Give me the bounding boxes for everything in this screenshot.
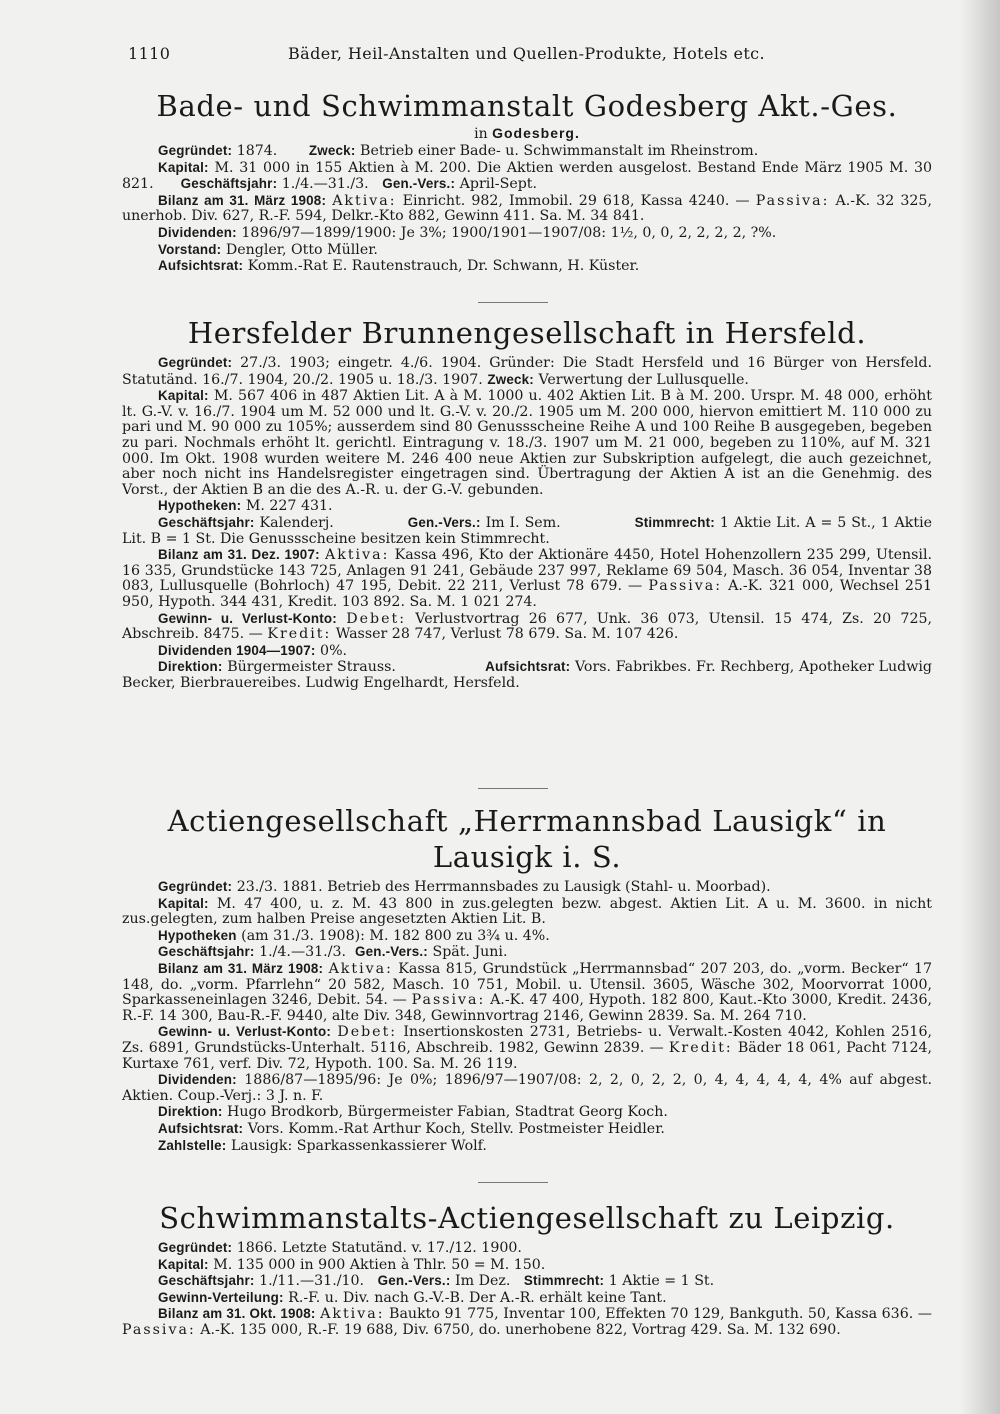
entry-title: Hersfelder Brunnengesellschaft in Hersfeld. <box>187 316 867 350</box>
field-vorstand: Vorstand: Dengler, Otto Müller. <box>158 241 378 258</box>
field-geschaeftsjahr: Geschäftsjahr: 1./4.—31./3. Gen.-Vers.: Spät. Juni. <box>158 944 508 961</box>
entry-title: Schwimmanstalts-Actiengesellschaft zu Leipzig. <box>159 1201 895 1235</box>
field-aufsichtsrat: Aufsichtsrat: Vors. Komm.-Rat Arthur Koch, Stellv. Postmeister Heidler. <box>158 1120 665 1137</box>
field-geschaeftsjahr: Geschäftsjahr: 1./11.—31./10. Gen.-Vers.: Im Dez. Stimmrecht: 1 Aktie = 1 St. <box>158 1273 715 1290</box>
field-zahlstelle: Zahlstelle: Lausigk: Sparkassenkassierer Wolf. <box>158 1137 487 1154</box>
field-geschaeftsjahr: Geschäftsjahr: Kalenderj. Gen.-Vers.: Im I. Sem. Stimmrecht: 1 Aktie Lit. A = 5 St., 1 Aktie Lit. B = 1 St. Die Genussscheine besitzen kein Stimmrecht. <box>122 514 933 547</box>
entry-godesberg <box>122 88 932 275</box>
divider <box>478 302 548 303</box>
field-gegruendet: Gegründet: 1866. Letzte Statutänd. v. 17./12. 1900. <box>158 1240 522 1256</box>
divider <box>478 788 548 789</box>
field-dividenden: Dividenden: 1896/97—1899/1900: Je 3%; 1900/1901—1907/08: 1½, 0, 0, 2, 2, 2, 2, ?%. <box>158 224 777 241</box>
field-bilanz: Bilanz am 31. Dez. 1907: Aktiva: Kassa 496, Kto der Aktionäre 4450, Hotel Hohenzollern 235 299, Utensil. 16 335, Grundstücke 143 725, Anlagen 91 241, Gebäude 237 997, Reklame 69 504, Masch. 36 054, Inventar 38 083, Lullusquelle (Bohrloch) 47 195, Debit. 22 211, Verlust 78 679. — Passiva: A.-K. 321 000, Wechsel 251 950, Hypoth. 344 431, Kredit. 103 892. Sa. M. 1 021 274. <box>122 547 933 610</box>
entry-leipzig <box>122 1200 932 1339</box>
entry-title: Bade- und Schwimmanstalt Godesberg Akt.-Ges. <box>156 89 898 123</box>
entry-title: Actiengesellschaft „Herrmannsbad Lausigk“ in Lausigk i. S. <box>167 804 887 874</box>
field-dividenden: Dividenden: 1886/87—1895/96: Je 0%; 1896/97—1907/08: 2, 2, 0, 2, 2, 0, 4, 4, 4, 4, 4, 4% auf abgest. Aktien. Coup.-Verj.: 3 J. n. F. <box>122 1072 933 1104</box>
divider <box>478 1182 548 1183</box>
field-hypotheken: Hypotheken (am 31./3. 1908): M. 182 800 zu 3¾ u. 4%. <box>158 927 550 944</box>
field-bilanz: Bilanz am 31. März 1908: Aktiva: Kassa 815, Grundstück „Herrmannsbad“ 207 203, do. „vorm. Becker“ 17 148, do. „vorm. Pfarrlehn“ 20 582, Masch. 10 751, Mobil. u. Utensil. 3605, Wäsche 302, Moorvorrat 1000, Sparkasseneinlagen 3246, Debit. 54. — Passiva: A.-K. 47 400, Hypoth. 182 800, Kaut.-Kto 3000, Kredit. 2436, R.-F. 14 300, Bau-R.-F. 9440, alte Div. 348, Gewinnvortrag 2146, Gewinn 2839. Sa. M. 264 710. <box>122 960 933 1024</box>
field-aufsichtsrat: Aufsichtsrat: Komm.-Rat E. Rautenstrauch, Dr. Schwann, H. Küster. <box>158 258 640 275</box>
field-hypotheken: Hypotheken: M. 227 431. <box>158 498 333 515</box>
entry-lausigk <box>122 803 932 1154</box>
page-header <box>128 44 948 70</box>
field-dividenden: Dividenden 1904—1907: 0%. <box>158 642 348 659</box>
field-kapital: Kapital: M. 47 400, u. z. M. 43 800 in zus.gelegten bezw. abgest. Aktien Lit. A u. M. 3600. in nicht zus.gelegten, zum halben Preise angesetzten Aktien Lit. B. <box>122 895 932 928</box>
field-bilanz: Bilanz am 31. März 1908: Aktiva: Einricht. 982, Immobil. 29 618, Kassa 4240. — Passiva: A.-K. 32 325, unerhob. Div. 627, R.-F. 594, Delkr.-Kto 882, Gewinn 411. Sa. M. 34 841. <box>122 192 932 225</box>
page-edge-shadow <box>960 0 1000 1414</box>
field-direktion: Direktion: Bürgermeister Strauss. Aufsichtsrat: Vors. Fabrikbes. Fr. Rechberg, Apotheker Ludwig Becker, Bierbrauereibes. Ludwig Engelhardt, Hersfeld. <box>122 659 932 691</box>
field-gegruendet: Gegründet: 27./3. 1903; eingetr. 4./6. 1904. Gründer: Die Stadt Hersfeld und 16 Bürger von Hersfeld. Statutänd. 16./7. 1904, 20./2. 1905 u. 18./3. 1907. Zweck: Verwertung der Lullusquelle. <box>122 355 932 388</box>
field-kapital: Kapital: M. 135 000 in 900 Aktien à Thlr. 50 = M. 150. <box>158 1256 546 1273</box>
entry-location: in Godesberg. <box>474 125 580 142</box>
field-direktion: Direktion: Hugo Brodkorb, Bürgermeister Fabian, Stadtrat Georg Koch. <box>158 1104 668 1121</box>
entry-hersfeld <box>122 315 932 691</box>
field-kapital: Kapital: M. 567 406 in 487 Aktien Lit. A à M. 1000 u. 402 Aktien Lit. B à M. 200. Urspr. M. 48 000, erhöht lt. G.-V. v. 16./7. 1904 um M. 52 000 und lt. G.-V. v. 20./2. 1905 um M. 200 000, hiervon emittiert M. 110 000 zu pari und M. 90 000 zu 105%; ausserdem sind 80 Genussscheine Reihe A und 100 Reihe B ausgegeben, begeben zu pari. Nochmals erhöht lt. gerichtl. Eintragung v. 18./3. 1907 um M. 21 000, begeben zu 110%, auf M. 321 000. Im Okt. 1908 wurden weitere M. 246 400 neue Aktien zur Subskription aufgelegt, die auch gezeichnet, aber noch nicht ins Handelsregister eingetragen sind. Übertragung der Aktien A ist an die Genehmig. des Vorst., der Aktien B an die des A.-R. u. der G.-V. gebunden. <box>122 388 932 498</box>
field-gewinn-verteilung: Gewinn-Verteilung: R.-F. u. Div. nach G.-V.-B. Der A.-R. erhält keine Tant. <box>158 1289 667 1306</box>
page-number: 1110 <box>128 44 171 63</box>
field-gegruendet: Gegründet: 1874. Zweck: Betrieb einer Bade- u. Schwimmanstalt im Rheinstrom. <box>158 143 759 159</box>
field-gewinn-verlust: Gewinn- u. Verlust-Konto: Debet: Insertionskosten 2731, Betriebs- u. Verwalt.-Kosten 4042, Kohlen 2516, Zs. 6891, Grundstücks-Unterhalt. 5116, Abschreib. 1982, Gewinn 2839. — Kredit: Bäder 18 061, Pacht 7124, Kurtaxe 761, verf. Div. 72, Hypoth. 100. Sa. M. 26 119. <box>122 1024 933 1072</box>
field-kapital: Kapital: M. 31 000 in 155 Aktien à M. 200. Die Aktien werden ausgelost. Bestand Ende März 1905 M. 30 821. Geschäftsjahr: 1./4.—31./3. Gen.-Vers.: April-Sept. <box>122 159 933 193</box>
field-gewinn-verlust: Gewinn- u. Verlust-Konto: Debet: Verlustvortrag 26 677, Unk. 36 073, Utensil. 15 474, Zs. 20 725, Abschreib. 8475. — Kredit: Wasser 28 747, Verlust 78 679. Sa. M. 107 426. <box>122 610 933 643</box>
running-title: Bäder, Heil-Anstalten und Quellen-Produkte, Hotels etc. <box>288 44 766 63</box>
field-bilanz: Bilanz am 31. Okt. 1908: Aktiva: Baukto 91 775, Inventar 100, Effekten 70 129, Bankguth. 50, Kassa 636. — Passiva: A.-K. 135 000, R.-F. 19 688, Div. 6750, do. unerhobene 822, Vortrag 429. Sa. M. 132 690. <box>122 1306 932 1338</box>
field-gegruendet: Gegründet: 23./3. 1881. Betrieb des Herrmannsbades zu Lausigk (Stahl- u. Moorbad). <box>158 879 771 895</box>
